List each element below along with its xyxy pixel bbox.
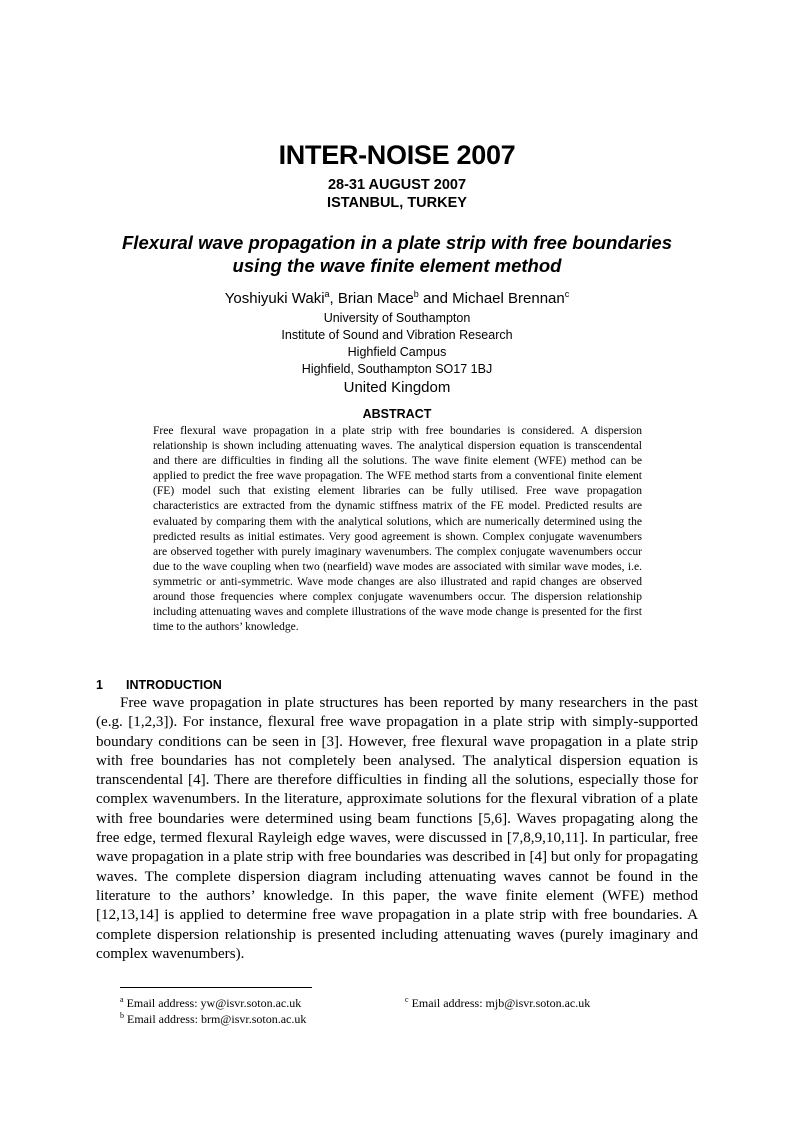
footnote-a — [120, 995, 301, 1011]
section-title: INTRODUCTION — [126, 678, 222, 692]
affiliation-university: University of Southampton — [323, 311, 471, 325]
footnote-c — [405, 995, 590, 1011]
author-name: Michael Brennan — [452, 290, 565, 307]
author-name: Brian Mace — [337, 290, 414, 307]
footnote-divider — [120, 987, 312, 988]
paper-title-line2: using the wave finite element method — [232, 255, 562, 276]
author-mark: c — [564, 289, 570, 299]
affiliation — [0, 310, 794, 397]
footnote-text: Email address: mjb@isvr.soton.ac.uk — [411, 996, 591, 1010]
conference-dates: 28-31 AUGUST 2007 — [327, 177, 467, 193]
section-number: 1 — [96, 678, 103, 692]
conference-title: INTER-NOISE 2007 — [278, 140, 516, 170]
conference-location: ISTANBUL, TURKEY — [327, 195, 467, 211]
paper-title — [100, 231, 694, 277]
author-mark: a — [324, 289, 330, 299]
footnote-text: Email address: yw@isvr.soton.ac.uk — [126, 996, 302, 1010]
affiliation-institute: Institute of Sound and Vibration Research — [281, 328, 513, 342]
footnote-b — [120, 1011, 306, 1027]
footnote-mark: c — [405, 995, 409, 1004]
author-mark: b — [413, 289, 419, 299]
abstract-text: Free flexural wave propagation in a plate strip with free boundaries is considered. A dispersion relationship is shown including attenuating waves. The analytical dispersion equation is transcendental and there are difficulties in finding all the solutions. The wave finite element (WFE) method can be applied to predict the free wave propagation. The WFE method starts from a conventional finite element (FE) model such that existing element libraries can be fully utilised. Free wave propagation characteristics are extracted from the dynamic stiffness matrix of the FE model. Predicted results are evaluated by comparing them with the analytical solutions, which are numerically determined using the predicted results as initial estimates. Very good agreement is shown. Complex conjugate wavenumbers are observed together with purely imaginary wavenumbers. The complex conjugate wavenumbers occur due to the wave coupling when two (nearfield) wave modes are associated with similar wave modes, i.e. symmetric or anti-symmetric. Wave mode changes are also illustrated and rapid changes are observed around those frequencies where complex conjugate wavenumbers occur. The dispersion relationship including attenuating waves and complete illustrations of the wave mode change is presented for the first time to the authors’ knowledge. — [153, 425, 642, 634]
footnote-mark: b — [120, 1011, 124, 1020]
author-list — [0, 290, 794, 307]
affiliation-address: Highfield, Southampton SO17 1BJ — [301, 362, 493, 376]
section-heading — [96, 678, 222, 692]
affiliation-country: United Kingdom — [343, 379, 451, 396]
abstract-heading: ABSTRACT — [362, 407, 432, 421]
author-name: Yoshiyuki Waki — [224, 290, 325, 307]
introduction-paragraph: Free wave propagation in plate structures has been reported by many researchers in the past (e.g. [1,2,3]). For instance, flexural free wave propagation in a plate strip with simply-supported boundary conditions can be seen in [3]. However, free flexural wave propagation in a plate strip with free boundaries has not completely been analysed. The analytical dispersion equation is transcendental [4]. There are therefore difficulties in finding all the solutions, especially those for complex wavenumbers. In the literature, approximate solutions for the flexural vibration of a plate with free boundaries were determined using beam functions [5,6]. Waves propagating along the free edge, termed flexural Rayleigh edge waves, were discussed in [7,8,9,10,11]. In particular, free wave propagation in a plate strip with free boundaries was described in [4] but only for propagating waves. The complete dispersion diagram including attenuating waves cannot be found in the literature to the authors’ knowledge. In this paper, the wave finite element (WFE) method [12,13,14] is applied to determine free wave propagation in a plate strip with free boundaries. A complete dispersion relationship is presented including attenuating waves (purely imaginary and complex wavenumbers). — [96, 695, 698, 962]
conference-dates-location — [0, 176, 794, 212]
paper-title-line1: Flexural wave propagation in a plate strip with free boundaries — [122, 232, 672, 253]
author-separator: , — [329, 290, 338, 307]
footnote-mark: a — [120, 995, 124, 1004]
footnote-text: Email address: brm@isvr.soton.ac.uk — [127, 1012, 307, 1026]
affiliation-campus: Highfield Campus — [347, 345, 447, 359]
author-separator: and — [418, 290, 453, 307]
